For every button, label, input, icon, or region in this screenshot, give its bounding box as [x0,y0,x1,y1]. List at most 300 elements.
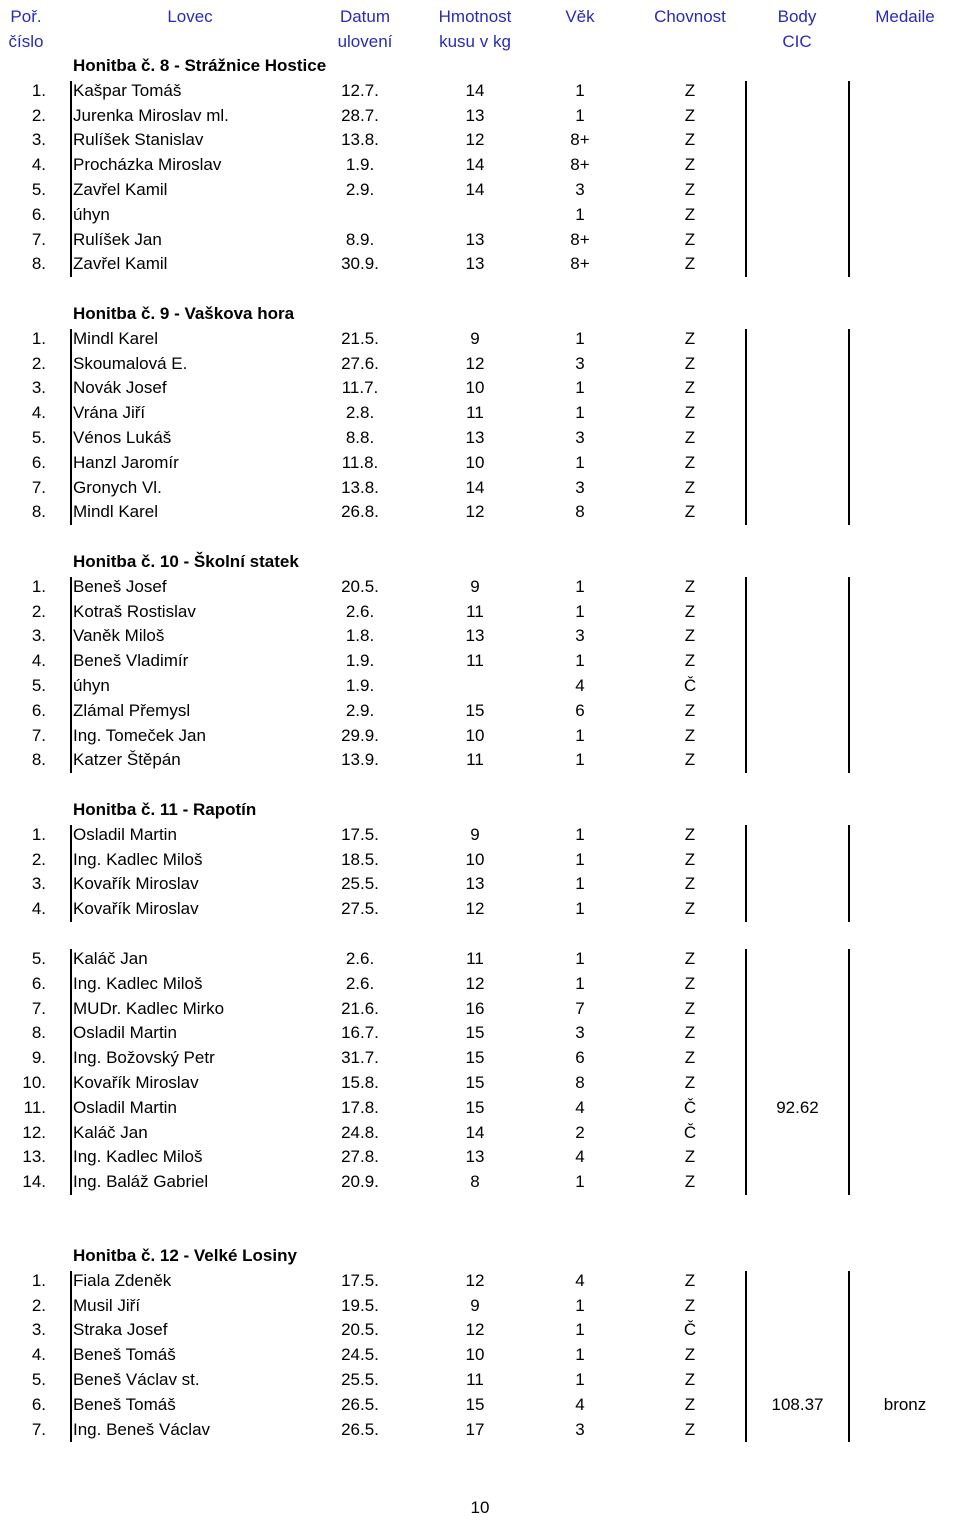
cell-catch-date: 13.8. [341,130,379,150]
cell-weight-kg: 12 [465,1270,485,1290]
cell-cic-points: 108.37 [771,1394,824,1414]
cell-catch-date: 21.6. [341,998,379,1018]
cell-row-number: 5. [31,180,46,199]
cell-weight-kg: 11 [466,403,484,423]
table-row [0,1318,960,1343]
table-row [0,1046,960,1071]
cell-age: 3 [575,477,585,497]
table-row [0,748,960,773]
cell-weight-kg: 14 [465,80,485,100]
cell-hunter-name: Osladil Martin [73,824,177,844]
cell-hunter-name: Vénos Lukáš [73,428,172,447]
cell-hunter-name: Ing. Baláž Gabriel [73,1172,209,1192]
cell-catch-date: 19.5. [341,1295,379,1315]
table-row [0,724,960,749]
cell-catch-date: 2.6. [345,973,375,993]
cell-hunter-name: Kaláč Jan [73,949,148,968]
column-divider [745,577,747,773]
cell-row-number: 1. [31,80,46,100]
cell-catch-date: 1.9. [345,155,375,175]
section-title: Honitba č. 12 - Velké Losiny [73,1246,297,1265]
cell-row-number: 3. [31,874,46,894]
cell-row-number: 1. [31,824,46,844]
column-divider [848,329,850,525]
cell-hunter-name: Hanzl Jaromír [73,452,179,472]
cell-catch-date: 21.5. [341,328,379,348]
column-divider [745,825,747,922]
cell-breeding-class: Z [684,949,696,968]
cell-weight-kg: 13 [465,254,485,274]
cell-hunter-name: Kotraš Rostislav [73,601,196,621]
cell-hunter-name: Ing. Kadlec Miloš [73,849,203,869]
cell-row-number: 4. [31,899,46,919]
cell-age: 1 [575,105,585,125]
cell-hunter-name: Beneš Tomáš [73,1345,176,1365]
cell-weight-kg: 13 [465,626,485,646]
header-label: Hmotnost [438,7,512,26]
cell-breeding-class: Z [684,403,696,423]
table-row [0,575,960,600]
cell-catch-date: 2.9. [345,180,375,199]
cell-hunter-name: Zavřel Kamil [73,180,168,199]
column-divider [745,329,747,525]
cell-hunter-name: Novák Josef [73,378,167,398]
cell-breeding-class: Z [684,254,696,274]
header-hmotnost [425,4,525,54]
cell-hunter-name: Fiala Zdeněk [73,1270,172,1290]
cell-age: 8 [575,502,585,522]
table-row [0,451,960,476]
cell-catch-date: 2.6. [345,601,375,621]
cell-weight-kg: 10 [465,378,485,398]
cell-row-number: 13. [22,1147,46,1167]
cell-weight-kg: 11 [466,601,484,621]
cell-age: 6 [575,1048,585,1068]
cell-weight-kg: 9 [470,1295,480,1315]
column-divider [745,949,747,1195]
cell-cic-points: 92.62 [776,1097,819,1117]
cell-weight-kg: 10 [465,452,485,472]
cell-breeding-class: Z [684,700,696,720]
cell-catch-date: 26.8. [341,502,379,522]
cell-age: 1 [575,725,585,745]
cell-row-number: 2. [31,105,46,125]
cell-catch-date: 30.9. [341,254,379,274]
cell-weight-kg: 14 [465,477,485,497]
cell-catch-date: 1.9. [345,676,375,695]
cell-row-number: 3. [31,378,46,398]
cell-age: 3 [575,180,585,199]
cell-breeding-class: Z [684,105,696,125]
cell-hunter-name: Skoumalová E. [73,353,188,373]
header-body [762,4,832,54]
table-row [0,153,960,178]
cell-catch-date: 11.8. [341,452,379,472]
cell-age: 8+ [570,130,590,150]
cell-breeding-class: Z [684,899,696,919]
cell-row-number: 3. [31,130,46,150]
cell-hunter-name: Ing. Tomeček Jan [73,725,206,745]
cell-weight-kg: 12 [465,973,485,993]
cell-weight-kg: 15 [465,1073,485,1092]
cell-age: 7 [575,998,585,1018]
header-label: Chovnost [654,7,726,26]
table-row [0,476,960,501]
cell-age: 1 [575,899,585,919]
cell-row-number: 6. [31,452,46,472]
cell-row-number: 5. [31,949,46,968]
cell-row-number: 5. [31,676,46,695]
cell-weight-kg: 15 [465,1394,485,1414]
cell-weight-kg: 12 [465,502,485,522]
column-divider [70,577,72,773]
header-chovnost [640,4,740,29]
cell-breeding-class: Z [684,428,696,447]
cell-breeding-class: Z [684,1048,696,1068]
cell-hunter-name: Mindl Karel [73,502,159,522]
cell-catch-date: 13.9. [341,750,379,770]
table-row [0,649,960,674]
cell-weight-kg: 12 [465,353,485,373]
cell-hunter-name: Ing. Kadlec Miloš [73,973,203,993]
table-row [0,1294,960,1319]
cell-age: 1 [575,1320,585,1340]
cell-catch-date: 2.9. [345,700,375,720]
cell-row-number: 7. [31,229,46,249]
cell-row-number: 3. [31,626,46,646]
cell-age: 1 [575,824,585,844]
cell-weight-kg: 9 [470,576,480,596]
cell-weight-kg: 11 [466,651,484,671]
cell-catch-date: 17.5. [341,1270,379,1290]
table-row [0,997,960,1022]
cell-catch-date: 20.5. [341,1320,379,1340]
cell-breeding-class: Z [684,130,696,150]
header-label: Poř. [10,7,42,26]
cell-age: 1 [575,204,585,224]
cell-age: 1 [575,949,585,968]
cell-hunter-name: Ing. Kadlec Miloš [73,1147,203,1167]
cell-row-number: 2. [31,849,46,869]
column-divider [745,81,747,277]
section-title: Honitba č. 8 - Strážnice Hostice [73,56,327,75]
cell-row-number: 8. [31,1023,46,1043]
cell-medal: bronz [883,1394,927,1414]
cell-age: 8+ [570,155,590,175]
cell-catch-date: 2.6. [345,949,375,968]
cell-row-number: 2. [31,601,46,621]
cell-catch-date: 28.7. [341,105,379,125]
table-row [0,1021,960,1046]
cell-age: 1 [575,452,585,472]
cell-breeding-class: Z [684,1419,696,1439]
table-row [0,872,960,897]
table-row [0,897,960,922]
header-por-cislo [5,4,47,54]
cell-hunter-name: Osladil Martin [73,1097,177,1117]
cell-age: 8+ [570,254,590,274]
cell-catch-date: 20.9. [341,1172,379,1192]
cell-weight-kg: 11 [466,750,484,770]
cell-row-number: 1. [31,1270,46,1290]
cell-breeding-class: Z [684,1023,696,1043]
column-divider [848,825,850,922]
cell-breeding-class: Z [684,973,696,993]
column-divider [848,949,850,1195]
section-title: Honitba č. 9 - Vaškova hora [73,304,295,323]
cell-weight-kg: 16 [465,998,485,1018]
cell-weight-kg: 15 [465,1048,485,1068]
cell-hunter-name: Kaláč Jan [73,1122,148,1142]
cell-age: 1 [575,1370,585,1389]
cell-weight-kg: 13 [465,229,485,249]
page-number: 10 [470,1498,490,1517]
cell-hunter-name: Osladil Martin [73,1023,177,1043]
header-label: číslo [8,32,44,51]
table-row [0,79,960,104]
cell-age: 1 [575,651,585,671]
cell-age: 1 [575,849,585,869]
cell-catch-date: 17.5. [341,824,379,844]
cell-catch-date: 18.5. [341,849,379,869]
cell-weight-kg: 8 [470,1172,480,1192]
section-title: Honitba č. 10 - Školní statek [73,552,299,571]
cell-age: 4 [575,1394,585,1414]
cell-breeding-class: Z [684,1270,696,1290]
header-label: Věk [565,7,595,26]
cell-weight-kg: 14 [465,1122,485,1142]
cell-hunter-name: Vaněk Miloš [73,626,165,646]
cell-hunter-name: Kovařík Miroslav [73,874,199,894]
cell-age: 1 [575,328,585,348]
cell-row-number: 6. [31,204,46,224]
cell-catch-date: 26.5. [341,1419,379,1439]
cell-breeding-class: Z [684,1295,696,1315]
cell-catch-date: 26.5. [341,1394,379,1414]
cell-weight-kg: 15 [465,1023,485,1043]
cell-row-number: 4. [31,403,46,423]
cell-row-number: 11. [23,1097,46,1117]
cell-hunter-name: Kovařík Miroslav [73,1073,199,1092]
cell-row-number: 8. [31,750,46,770]
table-row [0,1145,960,1170]
cell-catch-date: 12.7. [341,80,379,100]
cell-age: 3 [575,626,585,646]
header-lovec [140,4,240,29]
cell-catch-date: 27.5. [341,899,379,919]
cell-breeding-class: Z [684,204,696,224]
cell-weight-kg: 10 [465,1345,485,1365]
table-row [0,1343,960,1368]
cell-breeding-class: Z [684,651,696,671]
cell-breeding-class: Z [684,1345,696,1365]
cell-breeding-class: Z [684,626,696,646]
cell-hunter-name: Rulíšek Jan [73,229,162,249]
header-label: Datum [339,7,391,26]
cell-weight-kg: 14 [465,155,485,175]
column-divider [848,81,850,277]
cell-row-number: 6. [31,973,46,993]
cell-breeding-class: Z [684,998,696,1018]
cell-weight-kg: 15 [465,700,485,720]
table-row [0,1368,960,1393]
cell-hunter-name: Beneš Tomáš [73,1394,176,1414]
header-medaile [855,4,955,29]
table-row [0,376,960,401]
table-row [0,426,960,451]
cell-hunter-name: Musil Jiří [73,1295,141,1315]
cell-weight-kg: 11 [466,949,484,968]
cell-catch-date: 25.5. [341,874,379,894]
cell-row-number: 12. [22,1122,46,1142]
cell-age: 3 [575,353,585,373]
table-row [0,1071,960,1096]
cell-catch-date: 16.7. [341,1023,379,1043]
cell-weight-kg: 14 [465,180,485,199]
cell-hunter-name: Zavřel Kamil [73,254,168,274]
cell-row-number: 6. [31,700,46,720]
cell-age: 1 [575,403,585,423]
cell-hunter-name: Rulíšek Stanislav [73,130,204,150]
header-label: ulovení [337,32,393,51]
table-row [0,1418,960,1443]
cell-weight-kg: 13 [465,1147,485,1167]
cell-breeding-class: Z [684,155,696,175]
cell-row-number: 1. [31,576,46,596]
cell-hunter-name: Katzer Štěpán [73,750,181,770]
cell-catch-date: 1.8. [345,626,375,646]
column-divider [70,949,72,1195]
column-divider [70,81,72,277]
cell-age: 4 [575,1147,585,1167]
column-divider [70,1271,72,1443]
cell-breeding-class: Z [684,1370,696,1389]
table-row [0,203,960,228]
cell-breeding-class: Z [684,874,696,894]
cell-breeding-class: Z [684,1147,696,1167]
cell-age: 1 [575,80,585,100]
cell-weight-kg: 12 [465,130,485,150]
cell-age: 4 [575,676,585,695]
cell-age: 1 [575,1172,585,1192]
cell-row-number: 8. [31,254,46,274]
cell-catch-date: 11.7. [341,378,379,398]
cell-row-number: 2. [31,1295,46,1315]
column-divider [70,825,72,922]
cell-breeding-class: Z [684,1073,696,1092]
cell-breeding-class: Č [683,1097,697,1117]
cell-age: 1 [575,973,585,993]
cell-row-number: 2. [31,353,46,373]
cell-age: 1 [575,1345,585,1365]
cell-catch-date: 8.9. [345,229,375,249]
cell-age: 1 [575,601,585,621]
cell-row-number: 7. [31,1419,46,1439]
cell-age: 3 [575,1419,585,1439]
cell-breeding-class: Z [684,477,696,497]
cell-age: 4 [575,1097,585,1117]
cell-age: 6 [575,700,585,720]
header-datum [325,4,405,54]
cell-weight-kg: 12 [465,899,485,919]
cell-age: 3 [575,428,585,447]
cell-row-number: 5. [31,428,46,447]
cell-hunter-name: Mindl Karel [73,328,159,348]
cell-age: 1 [575,750,585,770]
cell-row-number: 1. [31,328,46,348]
cell-catch-date: 29.9. [341,725,379,745]
table-row [0,848,960,873]
cell-weight-kg: 11 [466,1370,484,1389]
cell-hunter-name: Gronych Vl. [73,477,162,497]
cell-catch-date: 27.6. [341,353,379,373]
cell-age: 8 [575,1073,585,1092]
cell-row-number: 4. [31,155,46,175]
column-divider [70,329,72,525]
cell-breeding-class: Č [683,1320,697,1340]
cell-hunter-name: Kovařík Miroslav [73,899,199,919]
cell-weight-kg: 9 [470,328,480,348]
cell-hunter-name: Beneš Václav st. [73,1370,200,1389]
cell-catch-date: 27.8. [341,1147,379,1167]
cell-breeding-class: Z [684,824,696,844]
cell-catch-date: 24.8. [341,1122,379,1142]
table-row [0,327,960,352]
cell-catch-date: 2.8. [345,403,375,423]
table-row [0,1269,960,1294]
cell-weight-kg: 15 [465,1097,485,1117]
table-row [0,699,960,724]
cell-catch-date: 17.8. [341,1097,379,1117]
cell-hunter-name: Beneš Vladimír [73,651,189,671]
cell-breeding-class: Z [684,80,696,100]
table-row [0,972,960,997]
cell-hunter-name: Beneš Josef [73,576,167,596]
cell-hunter-name: Zlámal Přemysl [73,700,191,720]
table-row [0,624,960,649]
cell-weight-kg: 13 [465,428,485,447]
column-divider [848,577,850,773]
cell-row-number: 3. [31,1320,46,1340]
cell-hunter-name: Vrána Jiří [73,403,146,423]
cell-row-number: 6. [31,1394,46,1414]
table-row [0,674,960,699]
table-header [0,4,960,54]
cell-age: 8+ [570,229,590,249]
table-row [0,823,960,848]
cell-row-number: 7. [31,725,46,745]
table-row [0,1393,960,1418]
cell-catch-date: 24.5. [341,1345,379,1365]
cell-hunter-name: Ing. Božovský Petr [73,1048,215,1068]
cell-row-number: 7. [31,477,46,497]
cell-weight-kg: 13 [465,105,485,125]
cell-breeding-class: Č [683,676,697,695]
cell-breeding-class: Z [684,1394,696,1414]
cell-breeding-class: Č [683,1122,697,1142]
cell-breeding-class: Z [684,576,696,596]
cell-hunter-name: Procházka Miroslav [73,155,222,175]
table-row [0,600,960,625]
cell-breeding-class: Z [684,750,696,770]
cell-breeding-class: Z [684,1172,696,1192]
cell-age: 1 [575,576,585,596]
cell-hunter-name: úhyn [73,676,110,695]
cell-weight-kg: 17 [465,1419,485,1439]
cell-breeding-class: Z [684,452,696,472]
cell-hunter-name: MUDr. Kadlec Mirko [73,998,225,1018]
cell-breeding-class: Z [684,601,696,621]
